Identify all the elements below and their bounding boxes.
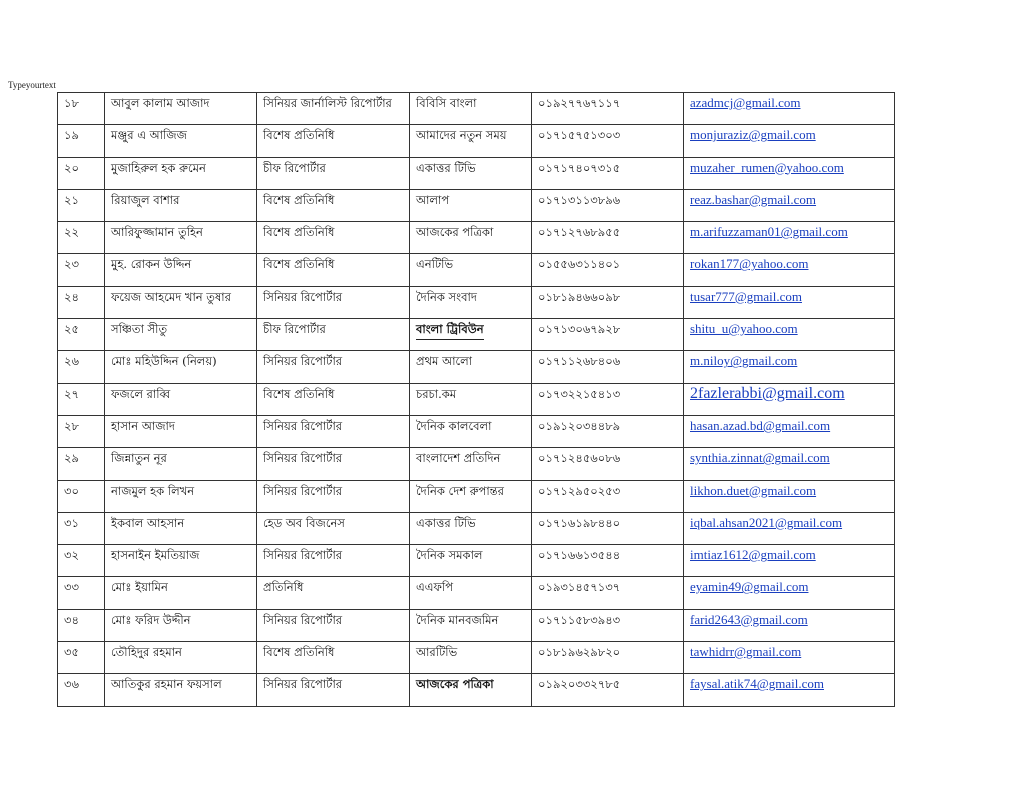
phone-cell <box>532 448 684 480</box>
email-link[interactable]: synthia.zinnat@gmail.com <box>690 450 830 466</box>
table-row <box>58 577 895 609</box>
name-text: ইকবাল আহসান <box>111 515 185 530</box>
organization-text: আলাপ <box>416 192 450 207</box>
email-link[interactable]: iqbal.ahsan2021@gmail.com <box>690 514 843 530</box>
designation-text: সিনিয়র রিপোর্টার <box>263 483 343 498</box>
name-text: মুজাহিরুল হক রুমেন <box>111 160 206 175</box>
sl-text: ৩৬ <box>64 677 79 692</box>
email-cell <box>684 480 895 512</box>
serial-cell <box>58 125 105 157</box>
email-cell <box>684 254 895 286</box>
name-text: ফয়েজ আহমেদ খান তুষার <box>111 289 231 304</box>
designation-text: সিনিয়র জার্নালিস্ট রিপোর্টার <box>263 96 392 110</box>
name-cell <box>105 125 257 157</box>
designation-cell <box>257 383 410 415</box>
table-row <box>58 415 895 447</box>
designation-text: বিশেষ প্রতিনিধি <box>263 645 335 660</box>
email-cell <box>684 512 895 544</box>
designation-cell <box>257 222 410 254</box>
table-row <box>58 319 895 351</box>
table-row <box>58 609 895 641</box>
phone-text: ০১৯২০৩৩২৭৮৫ <box>538 677 621 692</box>
organization-text: এএফপি <box>416 580 453 595</box>
email-cell <box>684 125 895 157</box>
designation-cell <box>257 480 410 512</box>
table-row <box>58 351 895 383</box>
email-link[interactable]: m.arifuzzaman01@gmail.com <box>690 224 848 240</box>
phone-text: ০১৭৩২২১৫৪১৩ <box>538 386 621 401</box>
phone-cell <box>532 189 684 221</box>
name-cell <box>105 577 257 609</box>
organization-cell <box>410 545 532 577</box>
name-cell <box>105 642 257 674</box>
name-cell <box>105 93 257 125</box>
phone-cell <box>532 577 684 609</box>
phone-text: ০১৭১৬৬১৩৫৪৪ <box>538 548 621 563</box>
phone-cell <box>532 125 684 157</box>
phone-cell <box>532 351 684 383</box>
phone-text: ০১৭১২৭৬৮৯৫৫ <box>538 225 621 240</box>
designation-cell <box>257 189 410 221</box>
organization-text: একাত্তর টিভি <box>416 160 476 175</box>
phone-cell <box>532 545 684 577</box>
email-cell <box>684 189 895 221</box>
phone-cell <box>532 609 684 641</box>
email-link[interactable]: tawhidrr@gmail.com <box>690 644 802 660</box>
designation-text: প্রতিনিধি <box>263 580 304 595</box>
designation-cell <box>257 415 410 447</box>
sl-text: ৩২ <box>64 548 79 563</box>
sl-text: ২৯ <box>64 451 79 466</box>
name-text: মঞ্জুর এ আজিজ <box>111 128 187 143</box>
table-row <box>58 512 895 544</box>
serial-cell <box>58 319 105 351</box>
serial-cell <box>58 189 105 221</box>
organization-cell <box>410 157 532 189</box>
phone-cell <box>532 93 684 125</box>
name-text: আরিফুজ্জামান তুহিন <box>111 225 203 240</box>
phone-text: ০১৭১৩০৬৭৯২৮ <box>538 322 621 337</box>
table-row <box>58 286 895 318</box>
phone-text: ০১৯১২০৩৪৪৮৯ <box>538 418 621 433</box>
email-cell <box>684 222 895 254</box>
organization-cell <box>410 480 532 512</box>
name-text: হাসনাইন ইমতিয়াজ <box>111 548 200 563</box>
table-row <box>58 125 895 157</box>
serial-cell <box>58 642 105 674</box>
organization-text: দৈনিক মানবজমিন <box>416 612 499 627</box>
sl-text: ২৭ <box>64 386 79 401</box>
serial-cell <box>58 512 105 544</box>
name-text: নাজমুল হক লিখন <box>111 483 195 498</box>
table-row <box>58 157 895 189</box>
sl-text: ১৮ <box>64 96 79 110</box>
name-text: রিয়াজুল বাশার <box>111 192 180 207</box>
phone-cell <box>532 222 684 254</box>
designation-text: সিনিয়র রিপোর্টার <box>263 677 343 692</box>
organization-text: দৈনিক সমকাল <box>416 548 483 563</box>
email-link[interactable]: rokan177@yahoo.com <box>690 256 809 272</box>
sl-text: ২৩ <box>64 257 79 272</box>
designation-cell <box>257 351 410 383</box>
phone-text: ০১৮১৯৪৬৬০৯৮ <box>538 289 621 304</box>
email-link[interactable]: shitu_u@yahoo.com <box>690 321 798 337</box>
table-row <box>58 642 895 674</box>
phone-text: ০১৯৩১৪৫৭১৩৭ <box>538 580 621 595</box>
serial-cell <box>58 383 105 415</box>
phone-text: ০১৭১৬১৯৮৪৪০ <box>538 515 621 530</box>
header-text: Typeyourtext <box>8 80 56 90</box>
phone-text: ০১৭১২৪৫৬০৮৬ <box>538 451 621 466</box>
organization-text: আজকের পত্রিকা <box>416 225 494 240</box>
organization-text: দৈনিক সংবাদ <box>416 289 477 304</box>
designation-cell <box>257 93 410 125</box>
designation-cell <box>257 125 410 157</box>
phone-text: ০১৭১৩১১৩৮৯৬ <box>538 192 621 207</box>
organization-text: চরচা.কম <box>416 386 457 401</box>
organization-text: আমাদের নতুন সময় <box>416 128 507 143</box>
designation-text: সিনিয়র রিপোর্টার <box>263 451 343 466</box>
table-row <box>58 545 895 577</box>
sl-text: ৩৪ <box>64 612 79 627</box>
serial-cell <box>58 351 105 383</box>
organization-cell <box>410 512 532 544</box>
name-cell <box>105 415 257 447</box>
table-row <box>58 480 895 512</box>
designation-text: সিনিয়র রিপোর্টার <box>263 354 343 369</box>
sl-text: ৩০ <box>64 483 79 498</box>
email-cell <box>684 93 895 125</box>
designation-cell <box>257 254 410 286</box>
designation-cell <box>257 642 410 674</box>
designation-text: চীফ রিপোর্টার <box>263 322 326 337</box>
organization-text: দৈনিক কালবেলা <box>416 418 492 433</box>
name-text: সঞ্চিতা সীতু <box>111 322 168 337</box>
email-cell <box>684 415 895 447</box>
email-cell <box>684 286 895 318</box>
email-link[interactable]: faysal.atik74@gmail.com <box>690 676 824 692</box>
organization-cell <box>410 609 532 641</box>
name-text: হাসান আজাদ <box>111 418 175 433</box>
sl-text: ৩৫ <box>64 645 79 660</box>
organization-cell <box>410 674 532 706</box>
email-cell <box>684 448 895 480</box>
designation-text: বিশেষ প্রতিনিধি <box>263 386 335 401</box>
serial-cell <box>58 674 105 706</box>
serial-cell <box>58 480 105 512</box>
table-row <box>58 254 895 286</box>
name-cell <box>105 609 257 641</box>
designation-text: হেড অব বিজনেস <box>263 515 345 530</box>
email-cell <box>684 351 895 383</box>
organization-cell <box>410 577 532 609</box>
designation-cell <box>257 545 410 577</box>
email-link[interactable]: azadmcj@gmail.com <box>690 95 801 110</box>
phone-text: ০১৮১৯৬২৯৮২০ <box>538 645 621 660</box>
sl-text: ৩১ <box>64 515 79 530</box>
sl-text: ২২ <box>64 225 79 240</box>
organization-cell <box>410 642 532 674</box>
name-cell <box>105 545 257 577</box>
email-cell <box>684 609 895 641</box>
name-cell <box>105 480 257 512</box>
designation-cell <box>257 674 410 706</box>
phone-cell <box>532 480 684 512</box>
designation-text: বিশেষ প্রতিনিধি <box>263 257 335 272</box>
phone-cell <box>532 642 684 674</box>
phone-cell <box>532 157 684 189</box>
organization-cell <box>410 222 532 254</box>
designation-cell <box>257 512 410 544</box>
name-text: মুহ. রোকন উদ্দিন <box>111 257 192 272</box>
table-row <box>58 189 895 221</box>
table-row <box>58 674 895 706</box>
name-cell <box>105 319 257 351</box>
email-link[interactable]: m.niloy@gmail.com <box>690 353 798 369</box>
name-cell <box>105 254 257 286</box>
phone-cell <box>532 415 684 447</box>
name-cell <box>105 222 257 254</box>
name-cell <box>105 157 257 189</box>
serial-cell <box>58 222 105 254</box>
email-link[interactable]: farid2643@gmail.com <box>690 611 808 627</box>
phone-text: ০১৭১৫৭৫১৩০৩ <box>538 128 621 143</box>
phone-text: ০১৯২৭৭৬৭১১৭ <box>538 96 621 110</box>
serial-cell <box>58 254 105 286</box>
designation-text: সিনিয়র রিপোর্টার <box>263 548 343 563</box>
name-text: মোঃ ইয়ামিন <box>111 580 168 595</box>
organization-text: বিবিসি বাংলা <box>416 96 477 110</box>
designation-text: বিশেষ প্রতিনিধি <box>263 128 335 143</box>
name-cell <box>105 674 257 706</box>
designation-cell <box>257 577 410 609</box>
email-cell <box>684 674 895 706</box>
phone-text: ০১৭১২৯৫০২৫৩ <box>538 483 621 498</box>
organization-text: একাত্তর টিভি <box>416 515 476 530</box>
organization-cell <box>410 383 532 415</box>
organization-cell <box>410 415 532 447</box>
sl-text: ১৯ <box>64 128 79 143</box>
organization-cell <box>410 189 532 221</box>
name-text: আবুল কালাম আজাদ <box>111 96 210 110</box>
designation-text: বিশেষ প্রতিনিধি <box>263 192 335 207</box>
designation-cell <box>257 448 410 480</box>
serial-cell <box>58 157 105 189</box>
email-link[interactable]: hasan.azad.bd@gmail.com <box>690 417 831 433</box>
sl-text: ২৫ <box>64 322 79 337</box>
email-link[interactable]: reaz.bashar@gmail.com <box>690 191 817 207</box>
sl-text: ২০ <box>64 160 79 175</box>
sl-text: ২১ <box>64 192 79 207</box>
serial-cell <box>58 286 105 318</box>
phone-cell <box>532 512 684 544</box>
email-link[interactable]: eyamin49@gmail.com <box>690 579 809 595</box>
designation-cell <box>257 157 410 189</box>
serial-cell <box>58 545 105 577</box>
table-row <box>58 383 895 415</box>
organization-text: এনটিভি <box>416 257 454 272</box>
name-cell <box>105 448 257 480</box>
organization-text: বাংলাদেশ প্রতিদিন <box>416 451 501 466</box>
name-cell <box>105 351 257 383</box>
phone-cell <box>532 383 684 415</box>
organization-cell <box>410 254 532 286</box>
sl-text: ২৬ <box>64 354 79 369</box>
name-text: আতিকুর রহমান ফয়সাল <box>111 677 222 692</box>
table-row <box>58 222 895 254</box>
organization-cell <box>410 319 532 351</box>
email-link[interactable]: tusar777@gmail.com <box>690 288 802 304</box>
designation-cell <box>257 609 410 641</box>
phone-text: ০১৭১১২৬৮৪০৬ <box>538 354 621 369</box>
organization-text: প্রথম আলো <box>416 354 473 369</box>
contact-table <box>57 92 895 707</box>
phone-text: ০১৭১১৫৮৩৯৪৩ <box>538 612 621 627</box>
phone-cell <box>532 674 684 706</box>
designation-text: সিনিয়র রিপোর্টার <box>263 418 343 433</box>
organization-text: বাংলা ট্রিবিউন <box>416 321 484 340</box>
name-cell <box>105 286 257 318</box>
organization-cell <box>410 286 532 318</box>
serial-cell <box>58 577 105 609</box>
email-cell <box>684 383 895 415</box>
phone-text: ০১৭১৭৪০৭৩১৫ <box>538 160 621 175</box>
organization-cell <box>410 351 532 383</box>
designation-text: চীফ রিপোর্টার <box>263 160 326 175</box>
phone-cell <box>532 254 684 286</box>
email-link[interactable]: muzaher_rumen@yahoo.com <box>690 159 844 175</box>
organization-text: দৈনিক দেশ রুপান্তর <box>416 483 504 498</box>
email-link[interactable]: likhon.duet@gmail.com <box>690 482 817 498</box>
designation-cell <box>257 286 410 318</box>
name-text: তৌহিদুর রহমান <box>111 645 182 660</box>
organization-text: আরটিভি <box>416 645 458 660</box>
sl-text: ২৪ <box>64 289 79 304</box>
table-body <box>58 93 895 707</box>
serial-cell <box>58 415 105 447</box>
name-text: জিন্নাতুন নূর <box>111 451 167 466</box>
organization-cell <box>410 125 532 157</box>
email-cell <box>684 577 895 609</box>
email-cell <box>684 319 895 351</box>
name-cell <box>105 383 257 415</box>
email-cell <box>684 545 895 577</box>
email-cell <box>684 642 895 674</box>
phone-cell <box>532 286 684 318</box>
name-text: মোঃ ফরিদ উদ্দীন <box>111 612 191 627</box>
sl-text: ৩৩ <box>64 580 79 595</box>
organization-cell <box>410 448 532 480</box>
email-link[interactable]: 2fazlerabbi@gmail.com <box>690 384 845 402</box>
organization-cell <box>410 93 532 125</box>
email-link[interactable]: monjuraziz@gmail.com <box>690 127 816 143</box>
serial-cell <box>58 93 105 125</box>
phone-text: ০১৫৫৬৩১১৪০১ <box>538 257 621 272</box>
name-text: মোঃ মহিউদ্দিন (নিলয়) <box>111 354 217 369</box>
designation-text: সিনিয়র রিপোর্টার <box>263 289 343 304</box>
serial-cell <box>58 609 105 641</box>
serial-cell <box>58 448 105 480</box>
designation-text: বিশেষ প্রতিনিধি <box>263 225 335 240</box>
email-link[interactable]: imtiaz1612@gmail.com <box>690 547 816 563</box>
name-cell <box>105 189 257 221</box>
designation-cell <box>257 319 410 351</box>
table-row <box>58 448 895 480</box>
designation-text: সিনিয়র রিপোর্টার <box>263 612 343 627</box>
name-text: ফজলে রাব্বি <box>111 386 171 401</box>
table-row <box>58 93 895 125</box>
sl-text: ২৮ <box>64 418 79 433</box>
email-cell <box>684 157 895 189</box>
phone-cell <box>532 319 684 351</box>
organization-text: আজকের পত্রিকা <box>416 677 494 692</box>
name-cell <box>105 512 257 544</box>
